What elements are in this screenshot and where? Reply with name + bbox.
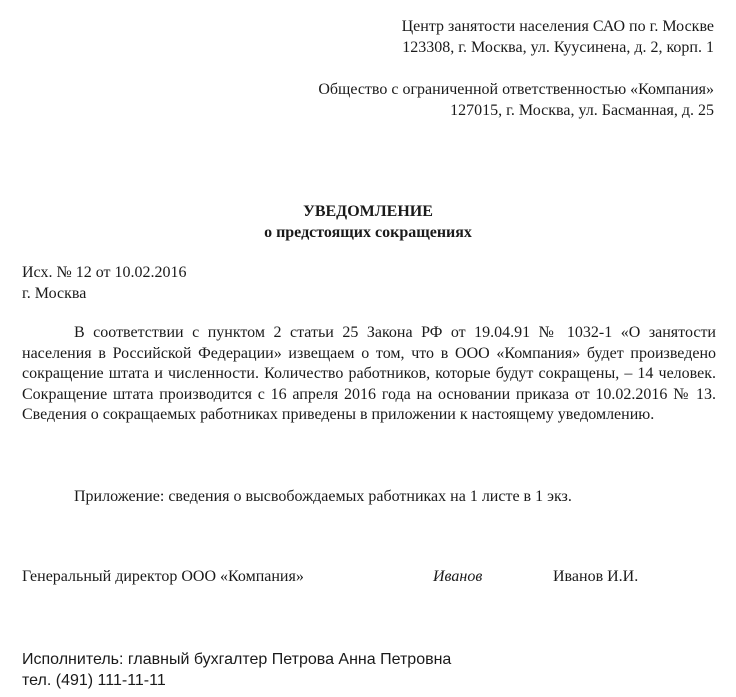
- executor-phone: тел. (491) 111-11-11: [22, 672, 166, 689]
- signer-name: Иванов И.И.: [553, 568, 639, 585]
- outgoing-number: Исх. № 12 от 10.02.2016: [22, 264, 187, 281]
- document-title: УВЕДОМЛЕНИЕ: [303, 203, 433, 220]
- recipient-2-name: Общество с ограниченной ответственностью «Компания»: [318, 81, 714, 98]
- city: г. Москва: [22, 285, 87, 302]
- recipient-1-address: 123308, г. Москва, ул. Куусинена, д. 2, корп. 1: [402, 39, 714, 56]
- recipient-1-name: Центр занятости населения САО по г. Москве: [401, 18, 714, 35]
- notice-body: В соответствии с пунктом 2 статьи 25 Закона РФ от 19.04.91 № 1032-1 «О занятости населения в Российской Федерации» извещаем о том, что в ООО «Компания» будет произведено сокращение штата и численности. Количество работников, которые будут сокращены, – 14 человек. Сокращение штата производится с 16 апреля 2016 года на основании приказа от 10.02.2016 № 13. Сведения о сокращаемых работниках приведены в приложении к настоящему уведомлению.: [22, 324, 716, 423]
- signer-title: Генеральный директор ООО «Компания»: [22, 568, 304, 585]
- appendix-note: Приложение: сведения о высвобождаемых работниках на 1 листе в 1 экз.: [74, 488, 572, 505]
- document-subtitle: о предстоящих сокращениях: [264, 224, 472, 241]
- executor: Исполнитель: главный бухгалтер Петрова Анна Петровна: [22, 651, 452, 668]
- recipient-2-address: 127015, г. Москва, ул. Басманная, д. 25: [450, 102, 714, 119]
- signer-signature: Иванов: [433, 568, 483, 585]
